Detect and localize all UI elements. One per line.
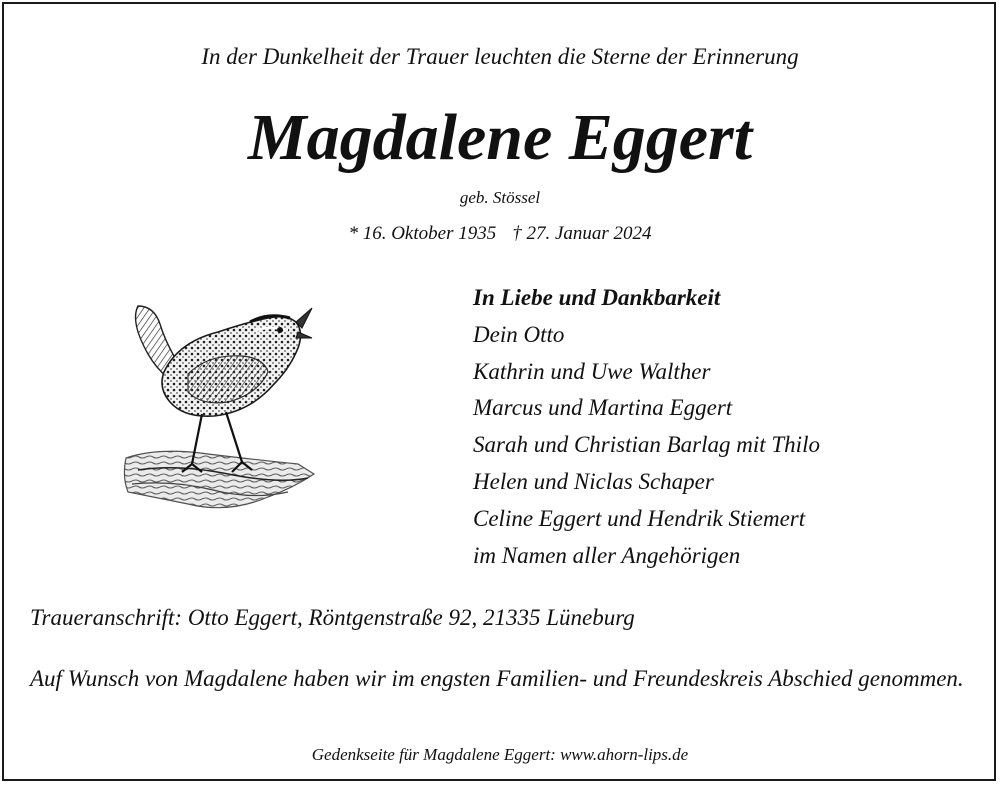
mourner-name: Celine Eggert und Hendrik Stiemert	[473, 505, 806, 531]
deceased-name: Magdalene Eggert	[247, 101, 753, 174]
mourner-name: Sarah und Christian Barlag mit Thilo	[473, 432, 820, 458]
life-dates	[0, 223, 1000, 245]
mourners-list	[473, 280, 820, 574]
motto-text: In der Dunkelheit der Trauer leuchten die Sterne der Erinnerung	[201, 44, 799, 69]
farewell-note: Auf Wunsch von Magdalene haben wir im engsten Familien- und Freundeskreis Abschied genommen.	[30, 666, 964, 691]
mourner-name: Kathrin und Uwe Walther	[473, 358, 711, 384]
birth-date: * 16. Oktober 1935	[348, 223, 497, 244]
mourner-name: im Namen aller Angehörigen	[473, 542, 741, 568]
mourners-lead: In Liebe und Dankbarkeit	[473, 285, 721, 310]
death-date: † 27. Januar 2024	[512, 223, 652, 244]
maiden-name: geb. Stössel	[459, 188, 541, 207]
memorial-page-link: Gedenkseite für Magdalene Eggert: www.ahorn-lips.de	[311, 745, 689, 764]
mourner-name: Marcus und Martina Eggert	[473, 395, 733, 421]
mourner-name: Helen und Niclas Schaper	[473, 468, 714, 494]
mourner-name: Dein Otto	[473, 321, 565, 347]
mourning-address: Traueranschrift: Otto Eggert, Röntgenstraße 92, 21335 Lüneburg	[30, 605, 635, 630]
wren-bird-icon	[118, 292, 323, 537]
